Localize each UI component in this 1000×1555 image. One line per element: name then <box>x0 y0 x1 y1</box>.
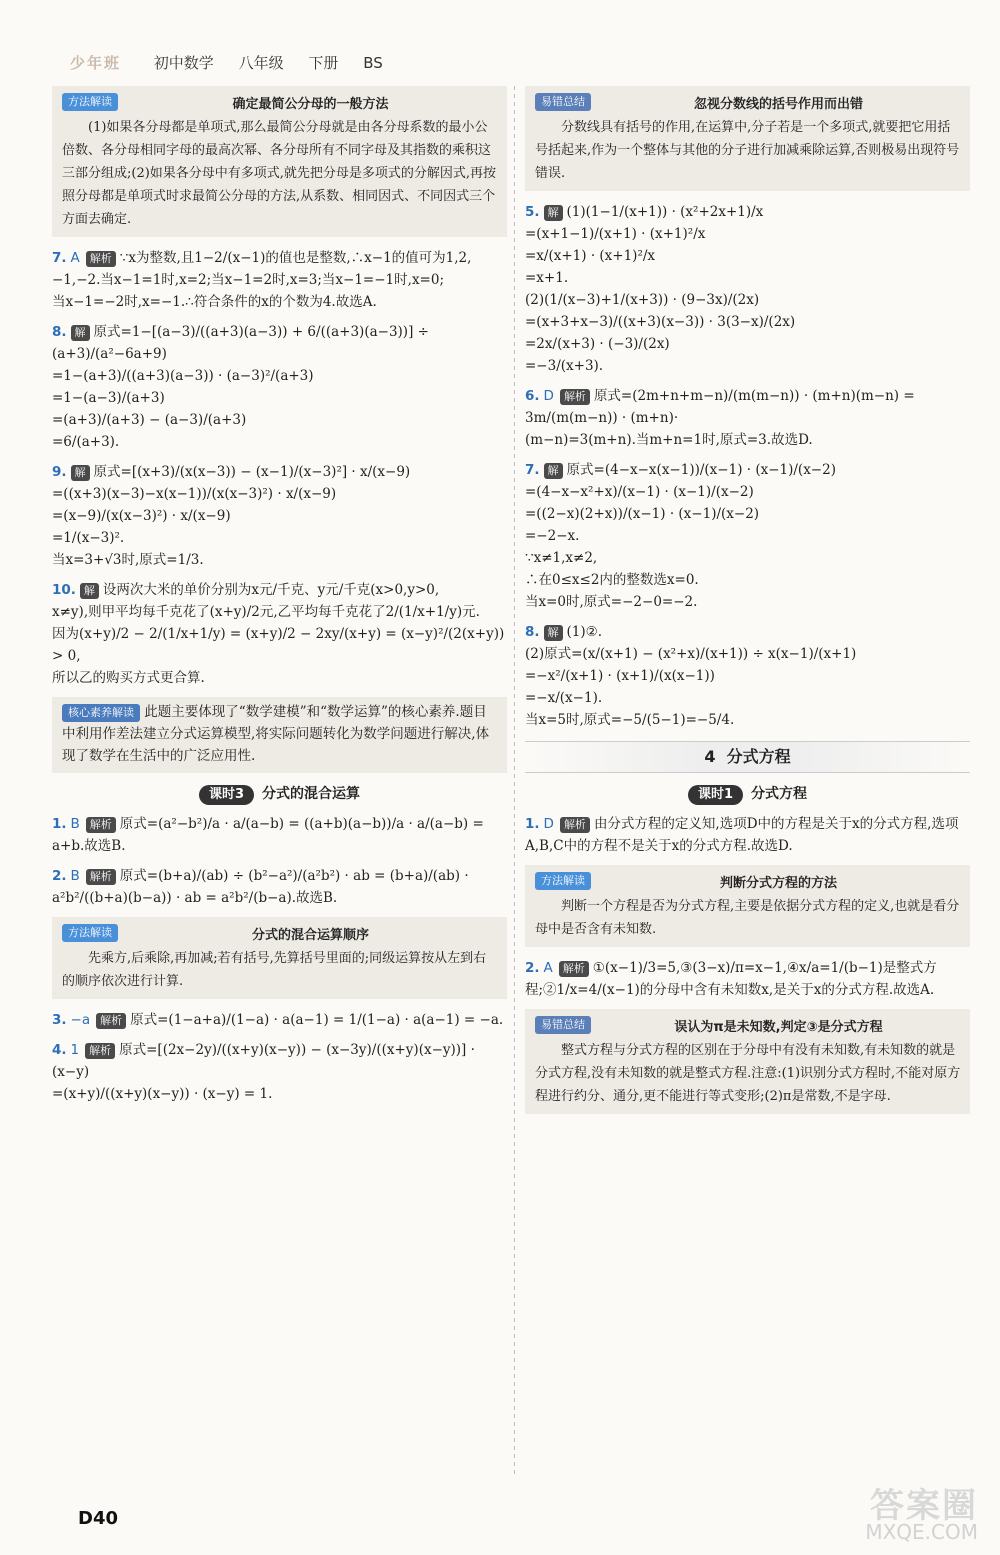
solution-line: 原式=(4−x−x(x−1))/(x−1) · (x−1)/(x−2) <box>566 462 836 478</box>
question-number: 6. <box>525 388 540 404</box>
mistake-tag: 易错总结 <box>535 93 591 111</box>
header-subject: 初中数学 <box>153 54 214 72</box>
solution-line: =6/(a+3). <box>52 434 120 450</box>
lesson3-question-1 <box>52 813 507 857</box>
lesson-pill: 课时1 <box>688 785 743 805</box>
pi-title: 误认为π是未知数,判定③是分式方程 <box>674 1020 883 1035</box>
analysis-badge: 解析 <box>86 817 116 833</box>
solution-line: ∵x为整数,且1−2/(x−1)的值也是整数,∴x−1的值可为1,2, <box>119 250 472 266</box>
question-number: 9. <box>52 464 67 480</box>
solution-line: (2)(1/(x−3)+1/(x+3)) · (9−3x)/(2x) <box>525 292 760 308</box>
left-column <box>52 86 507 1113</box>
section-number: 4 <box>704 747 716 766</box>
core-tag: 核心素养解读 <box>62 704 140 722</box>
pi-mistake-box <box>525 1009 970 1114</box>
lesson-title: 分式方程 <box>751 786 808 802</box>
question-number: 5. <box>525 204 540 220</box>
solution-line: (1)(1−1/(x+1)) · (x²+2x+1)/x <box>566 204 764 220</box>
answer: D <box>543 816 554 832</box>
question-number: 7. <box>52 250 67 266</box>
question-number: 1. <box>525 816 540 832</box>
solution-line: ∴在0≤x≤2内的整数选x=0. <box>525 572 699 588</box>
solution-text: 由分式方程的定义知,选项D中的方程是关于x的分式方程,选项A,B,C中的方程不是关于x的分式方程.故选D. <box>525 816 959 854</box>
solution-line: =−x²/(x+1) · (x+1)/(x(x−1)) <box>525 668 715 684</box>
section-title: 分式方程 <box>726 747 791 766</box>
solution-line: 当x=3+√3时,原式=1/3. <box>52 552 204 568</box>
column-divider <box>514 86 515 1476</box>
solution-badge: 解 <box>544 463 563 479</box>
solution-line: =2x/(x+3) · (−3)/(2x) <box>525 336 670 352</box>
solution-line: =1−(a−3)/(a+3) <box>52 390 165 406</box>
question-10 <box>52 579 507 689</box>
lesson3-question-2 <box>52 865 507 909</box>
solution-line: =((x+3)(x−3)−x(x−1))/(x(x−3)²) · x/(x−9) <box>52 486 337 502</box>
solution-line: =1−(a+3)/((a+3)(a−3)) · (a−3)²/(a+3) <box>52 368 314 384</box>
brand-logo: 少年班 <box>70 54 122 72</box>
solution-line: (1)②. <box>566 624 603 640</box>
solution-line: 原式=[(x+3)/(x(x−3)) − (x−1)/(x−3)²] · x/(x−9) <box>93 464 411 480</box>
solution-line: =(x−9)/(x(x−3)²) · x/(x−9) <box>52 508 231 524</box>
solution-line: 当x=5时,原式=−5/(5−1)=−5/4. <box>525 712 735 728</box>
question-8 <box>52 321 507 453</box>
solution-line: 原式=(2m+n+m−n)/(m(m−n)) · (m+n)(m−n) = 3m/(m(m−n)) · (m+n)· <box>525 388 915 426</box>
mistake-box <box>525 86 970 191</box>
solution-text: 原式=(a²−b²)/a · a/(a−b) = ((a+b)(a−b))/a · a/(a−b) = a+b.故选B. <box>52 816 484 854</box>
question-5 <box>525 201 970 377</box>
answer: 1 <box>70 1042 80 1058</box>
analysis-badge: 解析 <box>560 817 590 833</box>
section-4-heading <box>525 741 970 773</box>
solution-line: 当x=0时,原式=−2−0=−2. <box>525 594 698 610</box>
answer: −a <box>70 1012 91 1028</box>
watermark-logo: 答案圈 <box>870 1486 978 1526</box>
solution-line: ∵x≠1,x≠2, <box>525 550 598 566</box>
method-tag: 方法解读 <box>62 93 118 111</box>
solution-line: 设两次大米的单价分别为x元/千克、y元/千克(x>0,y>0, <box>102 582 440 598</box>
mistake-title: 忽视分数线的括号作用而出错 <box>693 97 863 112</box>
answer: B <box>70 816 80 832</box>
solution-line: =−3/(x+3). <box>525 358 604 374</box>
question-number: 8. <box>52 324 67 340</box>
solution-line: −1,−2.当x−1=1时,x=2;当x−1=2时,x=3;当x−1=−1时,x=0; <box>52 272 445 288</box>
order-method-box <box>52 917 507 999</box>
solution-line: (2)原式=(x/(x+1) − (x²+x)/(x+1)) ÷ x(x−1)/(x+1) <box>525 646 857 662</box>
analysis-badge: 解析 <box>86 869 116 885</box>
solution-text: ①(x−1)/3=5,③(3−x)/π=x−1,④x/a=1/(b−1)是整式方程;②1/x=4/(x−1)的分母中含有未知数x,是关于x的分式方程.故选A. <box>525 960 937 998</box>
answer: B <box>70 868 80 884</box>
solution-text: 原式=(b+a)/(ab) ÷ (b²−a²)/(a²b²) · ab = (b+a)/(ab) · a²b²/((b+a)(b−a)) · ab = a²b²/(b−a).故选B. <box>52 868 469 906</box>
solution-line: x≠y),则甲平均每千克花了(x+y)/2元,乙平均每千克花了2/(1/x+1/y)元. <box>52 604 480 620</box>
lesson-1-heading <box>525 783 970 805</box>
mistake-body: 分数线具有括号的作用,在运算中,分子若是一个多项式,就要把它用括号括起来,作为一个整体与其他的分子进行加减乘除运算,否则极易出现符号错误. <box>535 120 960 181</box>
solution-badge: 解 <box>71 325 90 341</box>
analysis-badge: 解析 <box>559 961 589 977</box>
method-body: (1)如果各分母都是单项式,那么最简公分母就是由各分母系数的最小公倍数、各分母相同字母的最高次幂、各分母所有不同字母及其指数的乘积这三部分组成;(2)如果各分母中有多项式,就先把分母是多项式的分解因式,再按照分母都是单项式时求最简公分母的方法,从系数、相同因式、不同因式三个方面去确定. <box>62 120 497 227</box>
question-7 <box>52 247 507 313</box>
solution-line: =1/(x−3)². <box>52 530 125 546</box>
section4-question-2 <box>525 957 970 1001</box>
order-title: 分式的混合运算顺序 <box>251 928 369 943</box>
method-box <box>52 86 507 237</box>
watermark-url: MXQE.COM <box>865 1520 978 1544</box>
analysis-badge: 解析 <box>86 251 116 267</box>
judge-title: 判断分式方程的方法 <box>719 876 837 891</box>
lesson-title: 分式的混合运算 <box>262 786 361 802</box>
question-number: 2. <box>52 868 67 884</box>
lesson-3-heading <box>52 783 507 805</box>
solution-line: 当x−1=−2时,x=−1.∴符合条件的x的个数为4.故选A. <box>52 294 377 310</box>
header-grade: 八年级 <box>238 54 284 72</box>
solution-line: =(x+y)/((x+y)(x−y)) · (x−y) = 1. <box>52 1086 273 1102</box>
question-9 <box>52 461 507 571</box>
header-volume: 下册 <box>308 54 339 72</box>
question-number: 4. <box>52 1042 67 1058</box>
page-header <box>70 52 383 73</box>
question-8-right <box>525 621 970 731</box>
solution-line: =((2−x)(2+x))/(x−1) · (x−1)/(x−2) <box>525 506 760 522</box>
solution-line: (m−n)=3(m+n).当m+n=1时,原式=3.故选D. <box>525 432 813 448</box>
question-7-right <box>525 459 970 613</box>
solution-badge: 解 <box>71 465 90 481</box>
solution-line: =x+1. <box>525 270 569 286</box>
lesson3-question-3 <box>52 1009 507 1031</box>
question-6 <box>525 385 970 451</box>
solution-line: =(4−x−x²+x)/(x−1) · (x−1)/(x−2) <box>525 484 754 500</box>
page-number: D40 <box>78 1508 118 1529</box>
pi-body: 整式方程与分式方程的区别在于分母中有没有未知数,有未知数的就是分式方程,没有未知数的就是整式方程.注意:(1)识别分式方程时,不能对原方程进行约分、通分,更不能进行等式变形;(2)π是常数,不是字母. <box>535 1043 961 1104</box>
answer: D <box>543 388 554 404</box>
core-body: 此题主要体现了“数学建模”和“数学运算”的核心素养.题目中利用作差法建立分式运算模型,将实际问题转化为数学问题进行解决,体现了数学在生活中的广泛应用性. <box>62 704 490 764</box>
solution-line: =−x/(x−1). <box>525 690 603 706</box>
solution-line: =(a+3)/(a+3) − (a−3)/(a+3) <box>52 412 247 428</box>
solution-line: =x/(x+1) · (x+1)²/x <box>525 248 656 264</box>
question-number: 2. <box>525 960 540 976</box>
judge-method-box <box>525 865 970 947</box>
question-number: 8. <box>525 624 540 640</box>
core-literacy-box <box>52 697 507 773</box>
header-edition: BS <box>363 54 383 72</box>
question-number: 10. <box>52 582 76 598</box>
solution-badge: 解 <box>544 625 563 641</box>
solution-line: =(x+1−1)/(x+1) · (x+1)²/x <box>525 226 706 242</box>
order-body: 先乘方,后乘除,再加减;若有括号,先算括号里面的;同级运算按从左到右的顺序依次进行计算. <box>62 951 487 989</box>
section4-question-1 <box>525 813 970 857</box>
question-number: 3. <box>52 1012 67 1028</box>
question-number: 7. <box>525 462 540 478</box>
solution-line: =−2−x. <box>525 528 580 544</box>
pi-tag: 易错总结 <box>535 1016 591 1034</box>
judge-body: 判断一个方程是否为分式方程,主要是依据分式方程的定义,也就是看分母中是否含有未知数. <box>535 899 960 937</box>
judge-tag: 方法解读 <box>535 872 591 890</box>
lesson3-question-4 <box>52 1039 507 1105</box>
method-title: 确定最简公分母的一般方法 <box>232 97 389 112</box>
order-tag: 方法解读 <box>62 924 118 942</box>
solution-line: 所以乙的购买方式更合算. <box>52 670 205 686</box>
solution-line: 因为(x+y)/2 − 2/(1/x+1/y) = (x+y)/2 − 2xy/(x+y) = (x−y)²/(2(x+y)) > 0, <box>52 626 505 664</box>
right-column <box>525 86 970 1124</box>
solution-badge: 解 <box>544 205 563 221</box>
solution-text: 原式=(1−a+a)/(1−a) · a(a−1) = 1/(1−a) · a(a−1) = −a. <box>130 1012 504 1028</box>
answer: A <box>543 960 553 976</box>
analysis-badge: 解析 <box>560 389 590 405</box>
answer: A <box>70 250 80 266</box>
lesson-pill: 课时3 <box>199 785 254 805</box>
solution-line: =(x+3+x−3)/((x+3)(x−3)) · 3(3−x)/(2x) <box>525 314 796 330</box>
solution-badge: 解 <box>80 583 99 599</box>
solution-line: 原式=1−[(a−3)/((a+3)(a−3)) + 6/((a+3)(a−3))] ÷ (a+3)/(a²−6a+9) <box>52 324 429 362</box>
analysis-badge: 解析 <box>96 1013 126 1029</box>
question-number: 1. <box>52 816 67 832</box>
solution-line: 原式=[(2x−2y)/((x+y)(x−y)) − (x−3y)/((x+y)(x−y))] · (x−y) <box>52 1042 475 1080</box>
analysis-badge: 解析 <box>85 1043 115 1059</box>
